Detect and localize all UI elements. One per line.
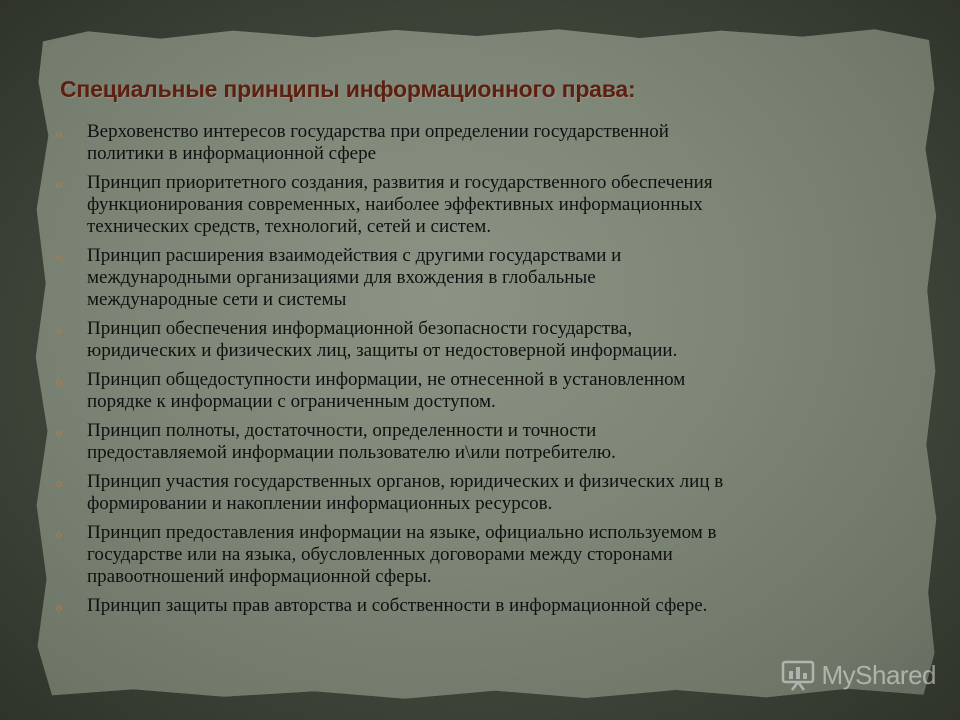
list-item (56, 318, 916, 362)
presentation-board-icon (780, 658, 816, 692)
list-item-text: Принцип приоритетного создания, развития и государственного обеспечения функционирования современных, наиболее эффективных информационных технических средств, технологий, сетей и систем. (87, 172, 713, 237)
list-item-text: Принцип защиты прав авторства и собственности в информационной сфере. (87, 595, 708, 616)
list-item-text: Принцип обеспечения информационной безопасности государства, юридических и физических лиц, защиты от недостоверной информации. (87, 318, 678, 361)
list-item (56, 121, 916, 165)
list-item (56, 471, 916, 515)
watermark-text: MyShared (821, 659, 936, 690)
list-item (56, 522, 916, 588)
principles-list (56, 121, 916, 625)
list-item-text: Принцип расширения взаимодействия с другими государствами и международными организациями для вхождения в глобальные международные сети и системы (87, 245, 622, 310)
slide-title: Специальные принципы информационного права: (60, 76, 636, 102)
bullet-marker: o (56, 600, 62, 614)
bullet-marker: o (56, 425, 62, 439)
list-item (56, 245, 916, 311)
list-item (56, 595, 916, 618)
myshared-watermark[interactable] (780, 658, 937, 692)
list-item-text: Принцип полноты, достаточности, определенности и точности предоставляемой информации пользователю и\или потребителю. (87, 420, 616, 463)
list-item-text: Принцип предоставления информации на языке, официально используемом в государстве или на языка, обусловленных договорами между сторонами правоотношений информационной сферы. (87, 522, 717, 587)
bullet-marker: o (56, 323, 62, 337)
bullet-marker: o (56, 177, 62, 191)
bullet-marker: o (56, 250, 62, 264)
list-item-text: Принцип общедоступности информации, не отнесенной в установленном порядке к информации с ограниченным доступом. (87, 369, 686, 412)
list-item (56, 420, 916, 464)
list-item-text: Верховенство интересов государства при определении государственной политики в информационной сфере (87, 121, 669, 164)
list-item (56, 172, 916, 238)
bullet-marker: o (56, 527, 62, 541)
bullet-marker: o (56, 374, 62, 388)
list-item (56, 369, 916, 413)
bullet-marker: o (56, 126, 62, 140)
list-item-text: Принцип участия государственных органов, юридических и физических лиц в формировании и накоплении информационных ресурсов. (87, 471, 724, 514)
bullet-marker: o (56, 476, 62, 490)
